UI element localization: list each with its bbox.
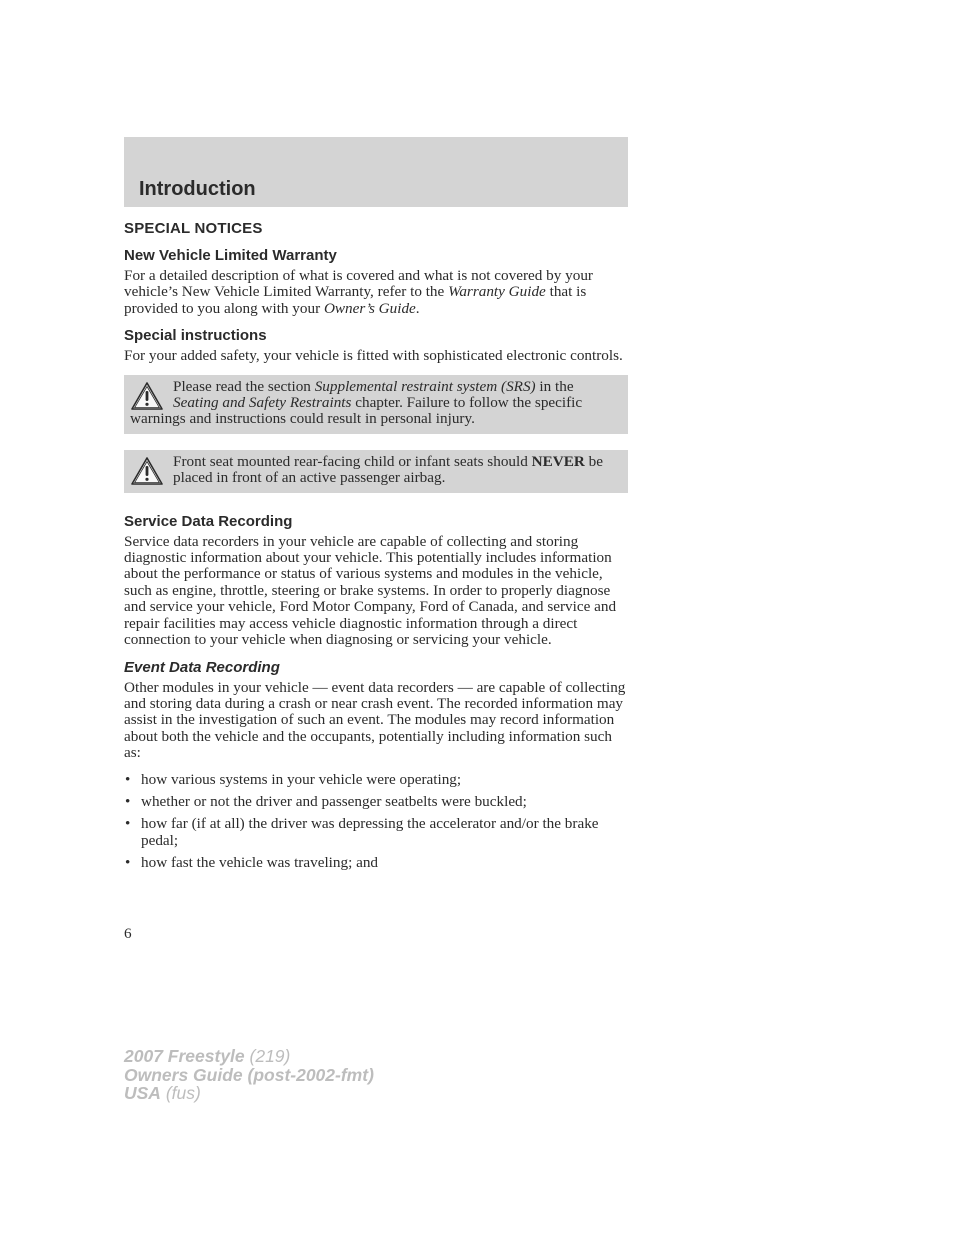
bullet-icon: • xyxy=(125,792,131,810)
srs-warning-text-3: chapter. Failure to follow the specific warnings and instructions could result in personal injury. xyxy=(130,394,583,428)
airbag-warning-text-1: Front seat mounted rear-facing child or infant seats should xyxy=(173,452,532,470)
bullet-icon: • xyxy=(125,854,131,872)
footer-line-market xyxy=(124,1084,374,1103)
bullet-icon: • xyxy=(125,770,131,788)
footer-market-code: (fus) xyxy=(160,1083,201,1103)
footer-line-guide xyxy=(124,1066,374,1085)
owners-guide-title: Owner’s Guide xyxy=(323,299,416,317)
list-item-text: how far (if at all) the driver was depressing the accelerator and/or the brake pedal; xyxy=(141,815,599,849)
bullet-icon: • xyxy=(125,815,131,833)
footer-line-model xyxy=(124,1047,374,1066)
page-number: 6 xyxy=(124,925,132,942)
footer-model-name: 2007 Freestyle xyxy=(124,1046,245,1066)
document-footer xyxy=(124,1047,374,1103)
warranty-guide-title: Warranty Guide xyxy=(448,283,546,301)
list-item xyxy=(124,794,628,810)
warning-triangle-icon xyxy=(130,381,164,411)
footer-guide-name: Owners Guide (post-2002-fmt) xyxy=(124,1064,374,1085)
srs-warning-text-1: Please read the section xyxy=(173,377,315,395)
srs-warning-box xyxy=(124,375,628,434)
list-item-text: how various systems in your vehicle were operating; xyxy=(141,770,462,788)
chapter-header-band xyxy=(124,137,628,207)
service-data-paragraph: Service data recorders in your vehicle are capable of collecting and storing diagnostic information about your vehicle. This potentially includes information about the performance or status of various systems and modules in the vehicle, such as engine, throttle, steering or brake systems. In order to properly diagnose and service your vehicle, Ford Motor Company, Ford of Canada, and service and repair facilities may access vehicle diagnostic information through a direct connection to your vehicle when diagnosing or servicing your vehicle. xyxy=(124,532,617,649)
list-item-text: how fast the vehicle was traveling; and xyxy=(141,854,379,872)
service-data-heading: Service Data Recording xyxy=(124,512,293,530)
airbag-warning-text-2: be placed in front of an active passenger airbag. xyxy=(173,452,603,487)
warranty-paragraph xyxy=(124,268,628,317)
footer-market: USA xyxy=(124,1083,161,1103)
event-data-paragraph: Other modules in your vehicle — event data recorders — are capable of collecting and storing data during a crash or near crash event. The recorded information may assist in the investigation of such an event. The modules may record information about both the vehicle and the occupants, potentially including information such as: xyxy=(124,678,626,762)
section-heading: SPECIAL NOTICES xyxy=(124,220,263,237)
srs-warning-text-2: in the xyxy=(535,377,574,395)
chapter-title: Introduction xyxy=(139,178,256,200)
special-instructions-paragraph: For your added safety, your vehicle is fitted with sophisticated electronic controls. xyxy=(124,347,623,365)
warranty-text-2: that is provided to you along with your xyxy=(124,283,587,317)
warranty-text-3: . xyxy=(415,299,420,317)
list-item xyxy=(124,855,628,871)
warranty-heading: New Vehicle Limited Warranty xyxy=(124,247,337,264)
list-item-text: whether or not the driver and passenger seatbelts were buckled; xyxy=(141,792,527,810)
event-data-bullet-list xyxy=(124,772,628,872)
footer-model-code: (219) xyxy=(244,1046,291,1066)
warranty-text-1: For a detailed description of what is covered and what is not covered by your vehicle’s New Vehicle Limited Warranty, refer to the xyxy=(124,267,593,301)
seating-chapter-title: Seating and Safety Restraints xyxy=(173,394,352,412)
airbag-warning-box xyxy=(124,450,628,493)
airbag-warning-never: NEVER xyxy=(531,452,585,470)
warning-triangle-icon xyxy=(130,456,164,486)
list-item xyxy=(124,772,628,788)
srs-section-title: Supplemental restraint system (SRS) xyxy=(314,377,536,395)
page-content xyxy=(124,218,628,878)
list-item xyxy=(124,816,628,849)
event-data-heading: Event Data Recording xyxy=(124,658,280,676)
special-instructions-heading: Special instructions xyxy=(124,327,267,345)
